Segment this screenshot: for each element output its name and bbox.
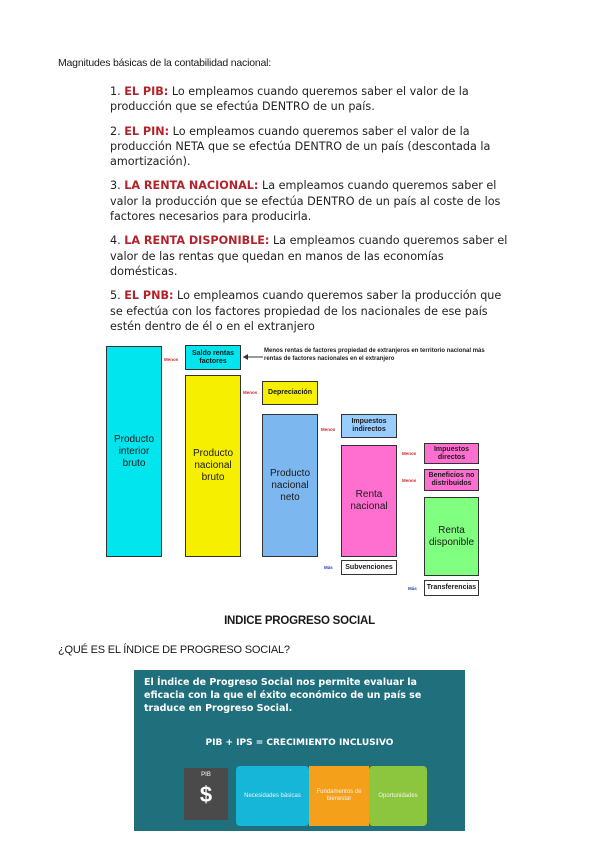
- definition-item-pib: [110, 84, 510, 115]
- bar-label: Producto nacional neto: [269, 467, 311, 503]
- section-heading: Magnitudes básicas de la contabilidad nacional:: [58, 57, 271, 69]
- box-transferencias: [424, 580, 479, 596]
- term-label: EL PIN:: [124, 124, 170, 138]
- item-number: 5.: [110, 289, 121, 303]
- bar-pnn: [262, 414, 318, 557]
- bar-label: Producto nacional bruto: [192, 448, 234, 483]
- bar-pnb: [185, 375, 241, 557]
- box-label: Depreciación: [268, 389, 312, 396]
- ips-question: ¿QUÉ ES EL ÍNDICE DE PROGRESO SOCIAL?: [58, 644, 290, 656]
- panel-formula: PIB + IPS = CRECIMIENTO INCLUSIVO: [205, 738, 394, 748]
- box-depreciacion: [262, 381, 318, 405]
- term-label: EL PNB:: [124, 289, 174, 303]
- pib-puzzle-piece: [184, 768, 228, 820]
- note-text: Menos rentas de factores propiedad de extranjeros en territorio nacional más rentas de factores nacionales en el extranjero: [264, 348, 485, 362]
- box-impuestos-indirectos: [341, 414, 397, 438]
- box-label: Impuestos indirectos: [351, 418, 387, 433]
- arrow-icon: [241, 352, 265, 362]
- piece-necesidades: Necesidades básicas: [236, 766, 309, 826]
- definition-item-renta-disponible: [110, 233, 510, 279]
- menos-label: Menos: [243, 390, 258, 395]
- box-label: Transferencias: [426, 584, 477, 591]
- box-label: Beneficios no distribuidos: [428, 472, 475, 487]
- panel-text: El Índice de Progreso Social nos permite evaluar la eficacia con la que el éxito económico de un país se traduce en Progreso Social.: [144, 677, 422, 714]
- definition-item-pin: [110, 124, 510, 170]
- definition-item-pnb: [110, 288, 510, 334]
- bar-label: Producto interior bruto: [113, 433, 155, 469]
- menos-label: Menos: [321, 427, 336, 432]
- menos-label: Menos: [402, 451, 417, 456]
- box-saldo-rentas: [185, 345, 241, 370]
- definition-text: La empleamos cuando queremos saber el valor la producción que se efectúa DENTRO de un país al coste de los factores necesarios para producirla.: [110, 179, 501, 224]
- ips-title: INDICE PROGRESO SOCIAL: [224, 615, 375, 627]
- box-label: Impuestos directos: [433, 445, 469, 461]
- definitions-list: [110, 84, 510, 343]
- box-impuestos-directos: [424, 443, 479, 464]
- piece-fundamentos: Fundamentos de bienestar: [309, 766, 369, 826]
- term-label: EL PIB:: [124, 85, 169, 98]
- definition-text: Lo empleamos cuando queremos saber el valor de la producción NETA que se efectúa DENTRO de un país (descontada la amortización).: [110, 124, 491, 169]
- bar-renta-disponible: [424, 497, 479, 576]
- definition-text: Lo empleamos cuando queremos saber la producción que se efectúa con los factores propiedad de los nacionales de ese país estén dentro de él o en el extranjero: [110, 289, 502, 333]
- box-label: Saldo rentas factores: [191, 349, 234, 365]
- box-beneficios: [424, 469, 479, 491]
- bar-label: Renta nacional: [350, 489, 388, 512]
- item-number: 4.: [110, 234, 121, 248]
- item-number: 1.: [110, 85, 121, 98]
- menos-label: Menos: [402, 478, 417, 483]
- term-label: LA RENTA NACIONAL:: [124, 179, 259, 193]
- ips-infographic: [134, 670, 465, 831]
- pib-label: PIB: [201, 772, 211, 778]
- definition-text: Lo empleamos cuando queremos saber el valor de la producción que se efectúa DENTRO de un país.: [110, 85, 469, 114]
- box-subvenciones: [341, 560, 397, 575]
- bar-pib: [106, 346, 162, 557]
- mas-label: Más: [324, 565, 333, 570]
- mas-label: Más: [408, 586, 417, 591]
- menos-label: Menos: [164, 357, 179, 362]
- term-label: LA RENTA DISPONIBLE:: [124, 234, 270, 248]
- item-number: 3.: [110, 179, 121, 193]
- bar-label: Renta disponible: [428, 524, 475, 548]
- bar-renta-nacional: [341, 445, 397, 557]
- item-number: 2.: [110, 124, 121, 138]
- box-label: Subvenciones: [345, 563, 393, 571]
- definition-text: La empleamos cuando queremos saber el valor de las rentas que quedan en manos de las economías domésticas.: [110, 234, 508, 278]
- definition-item-renta-nacional: [110, 178, 510, 224]
- dollar-icon: $: [199, 782, 213, 807]
- piece-oportunidades: Oportunidades: [369, 766, 427, 826]
